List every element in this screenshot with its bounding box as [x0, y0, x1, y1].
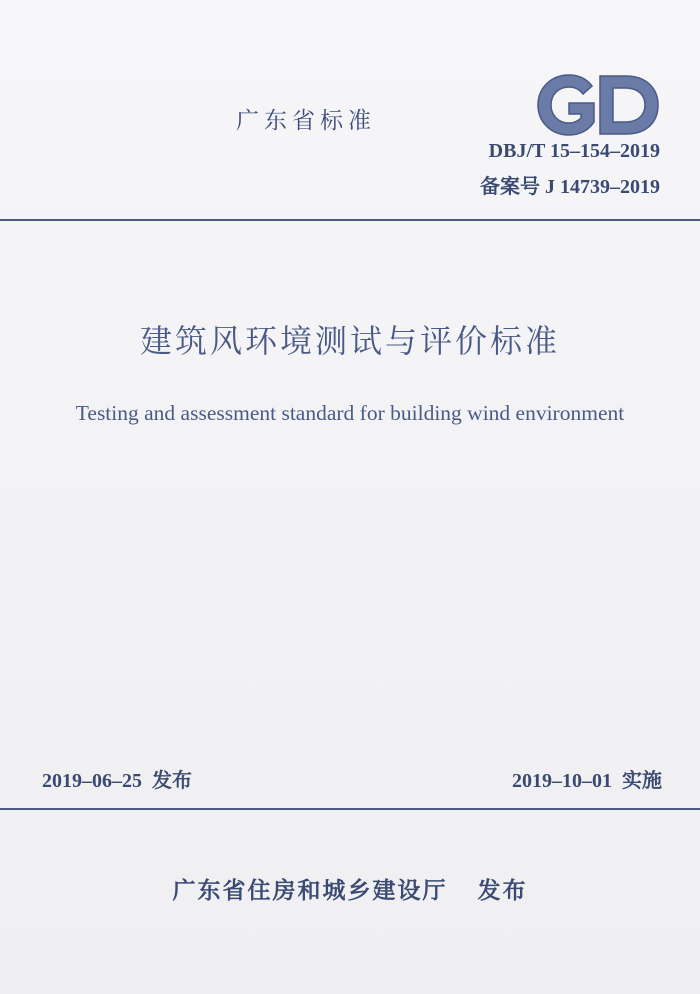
- standard-code: DBJ/T 15–154–2019: [488, 140, 660, 162]
- header-divider: [0, 219, 700, 221]
- logo-letter-g: [538, 75, 594, 135]
- publisher-line: [0, 872, 700, 905]
- effective-date-line: [512, 764, 662, 793]
- title-english: Testing and assessment standard for building wind environment: [75, 401, 625, 425]
- footer-divider: [0, 808, 700, 810]
- issue-date-line: [42, 764, 192, 793]
- effective-label: 实施: [622, 768, 662, 792]
- standard-series-label: 广东省标准: [236, 108, 376, 134]
- publisher-name: 广东省住房和城乡建设厅: [172, 878, 448, 904]
- publish-label: 发布: [477, 878, 528, 904]
- effective-date: 2019–10–01: [512, 770, 612, 792]
- title-chinese: 建筑风环境测试与评价标准: [139, 322, 560, 360]
- logo-letter-d: [600, 76, 658, 134]
- gd-logo: [534, 72, 662, 138]
- issue-date: 2019–06–25: [42, 770, 142, 792]
- record-number: 备案号 J 14739–2019: [480, 176, 660, 198]
- issue-label: 发布: [152, 768, 192, 792]
